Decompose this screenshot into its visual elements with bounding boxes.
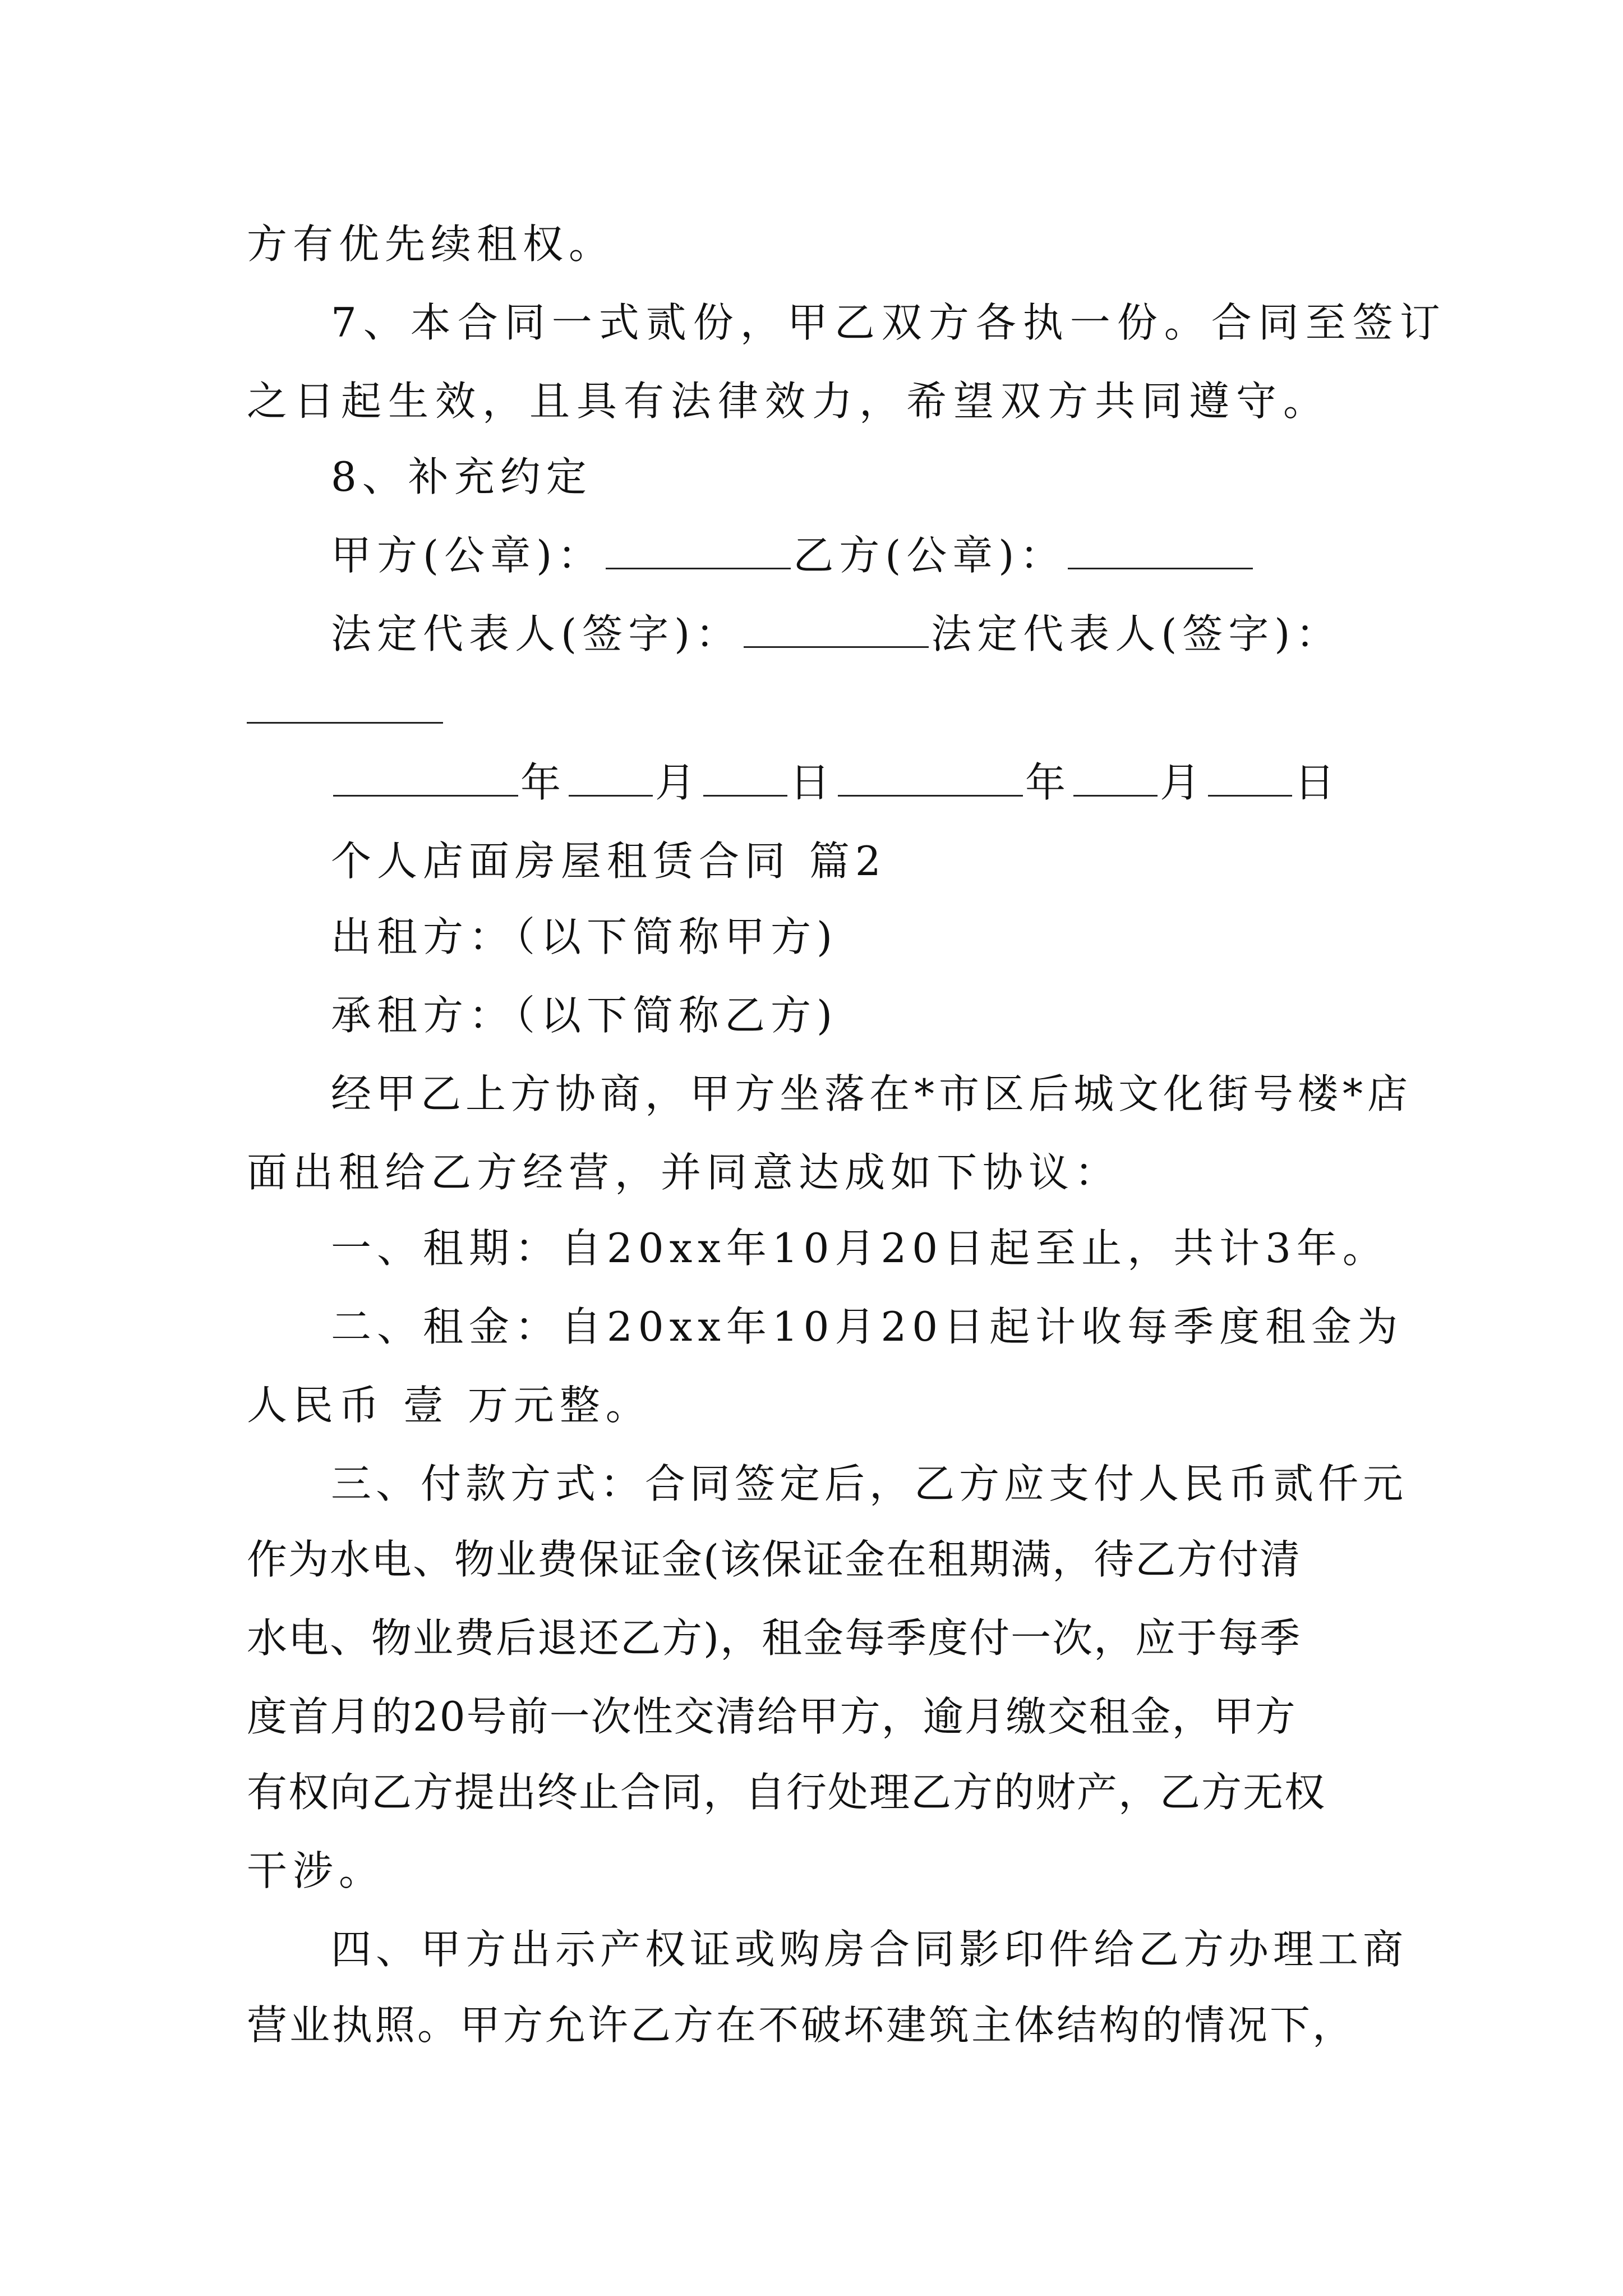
month-label-a: 月 [655,759,702,806]
year-blank-a [333,760,518,797]
clause-payment-line-4: 度首月的20号前一次性交清给甲方，逾月缴交租金，甲方 [247,1693,1297,1740]
intro-paragraph-line-1: 经甲乙上方协商，甲方坐落在*市区后城文化街号楼*店 [331,1070,1413,1117]
text-line-clause-7: 7、本合同一式贰份，甲乙双方各执一份。合同至签订 [331,299,1447,346]
month-blank-b [1073,760,1158,797]
signature-rep-line [331,606,1341,662]
date-line [331,754,1340,811]
section-title: 个人店面房屋租赁合同 篇2 [331,838,887,885]
year-blank-b [838,760,1023,797]
party-a-seal-label: 甲方(公章)： [331,532,604,579]
month-blank-a [569,760,653,797]
party-b-seal-blank [1068,533,1253,569]
clause-payment-line-1: 三、付款方式：合同签定后，乙方应支付人民币贰仟元 [331,1460,1408,1507]
clause-payment-line-3: 水电、物业费后退还乙方)，租金每季度付一次，应于每季 [247,1614,1302,1662]
day-blank-b [1208,760,1292,797]
year-label-b: 年 [1025,759,1072,806]
clause-rent-line-2: 人民币 壹 万元整。 [247,1382,652,1429]
text-line-clause-8: 8、补充约定 [331,453,592,500]
party-a-rep-blank [744,611,929,648]
clause-payment-line-6: 干涉。 [247,1847,385,1894]
party-b-seal-label: 乙方(公章)： [793,532,1066,579]
day-label-a: 日 [790,759,836,806]
clause-payment-line-2: 作为水电、物业费保证金(该保证金在租期满，待乙方付清 [247,1536,1302,1583]
signature-seal-line [331,527,1255,583]
day-label-b: 日 [1294,759,1341,806]
party-a-seal-blank [606,533,791,569]
clause-payment-line-5: 有权向乙方提出终止合同，自行处理乙方的财产，乙方无权 [247,1769,1326,1816]
clause-rent-line-1: 二、租金：自20xx年10月20日起计收每季度租金为 [331,1303,1404,1350]
intro-paragraph-line-2: 面出租给乙方经营，并同意达成如下协议： [247,1149,1121,1196]
lessee-line: 承租方：（以下简称乙方) [331,992,838,1039]
clause-license-line-2: 营业执照。甲方允许乙方在不破坏建筑主体结构的情况下， [247,2001,1355,2049]
year-label-a: 年 [520,759,567,806]
party-a-rep-label: 法定代表人(签字)： [331,610,742,657]
day-blank-a [703,760,787,797]
party-b-rep-blank [247,722,443,724]
clause-term-line: 一、租期：自20xx年10月20日起至止，共计3年。 [331,1225,1389,1272]
lessor-line: 出租方：（以下简称甲方) [331,913,838,960]
clause-license-line-1: 四、甲方出示产权证或购房合同影印件给乙方办理工商 [331,1926,1408,1973]
text-line-1: 方有优先续租权。 [247,220,615,268]
month-label-b: 月 [1160,759,1206,806]
party-b-rep-label: 法定代表人(签字)： [931,610,1342,657]
text-line-clause-7-cont: 之日起生效，且具有法律效力，希望双方共同遵守。 [247,378,1331,425]
